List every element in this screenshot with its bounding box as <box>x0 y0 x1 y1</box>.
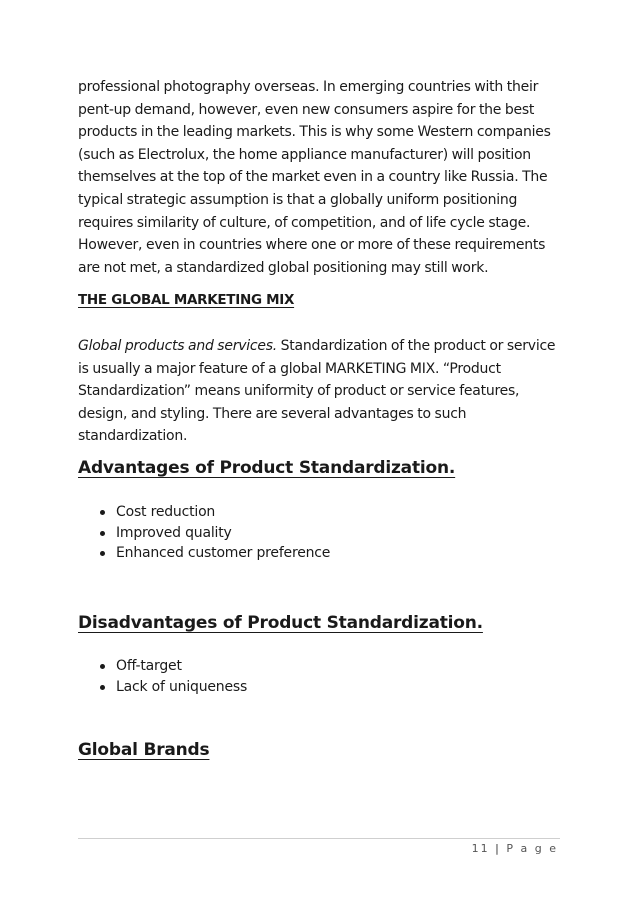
list-item <box>78 677 247 698</box>
page-number: 11 <box>471 842 490 855</box>
global-brands-heading: Global Brands <box>78 740 210 760</box>
body-paragraph: professional photography overseas. In emerging countries with their pent-up demand, however, even new consumers aspire for the best products in the leading markets. This is why some Western companies (such as Electrolux, the home appliance manufacturer) will position themselves at the top of the market even in a country like Russia. The typical strategic assumption is that a globally uniform positioning requires similarity of culture, of competition, and of life cycle stage. However, even in countries where one or more of these requirements are not met, a standardized global positioning may still work. <box>78 79 551 276</box>
list-item <box>78 543 330 564</box>
section-heading: THE GLOBAL MARKETING MIX <box>78 292 295 308</box>
list-item-label: Cost reduction <box>116 504 216 520</box>
list-item-label: Improved quality <box>116 524 232 541</box>
bullet-icon <box>100 510 105 515</box>
bullet-icon <box>100 664 105 669</box>
list-item <box>78 656 247 677</box>
bullet-icon <box>100 685 105 690</box>
paragraph-text: Standardization of the product or service is usually a major feature of a global MARKETING MIX. “Product Standardization” means uniformity of product or service features, design, and styling. There are several advantages to such standardization. <box>78 338 556 445</box>
italic-lead-text: Global products and services. <box>78 338 277 354</box>
list-item <box>78 523 330 544</box>
list-item-label: Enhanced customer preference <box>116 545 331 561</box>
page-label: P a g e <box>506 842 558 855</box>
footer-divider <box>78 838 560 839</box>
bullet-icon <box>100 531 105 536</box>
footer-separator: | <box>495 842 501 855</box>
disadvantages-list <box>78 656 247 697</box>
advantages-list <box>78 502 330 564</box>
page-footer <box>472 842 558 855</box>
list-item-label: Lack of uniqueness <box>116 678 248 695</box>
body-paragraph-2 <box>78 335 568 448</box>
advantages-heading: Advantages of Product Standardization. <box>78 458 456 478</box>
disadvantages-heading: Disadvantages of Product Standardization. <box>78 613 483 633</box>
bullet-icon <box>100 551 105 556</box>
list-item-label: Off-target <box>116 658 182 674</box>
list-item <box>78 502 330 523</box>
